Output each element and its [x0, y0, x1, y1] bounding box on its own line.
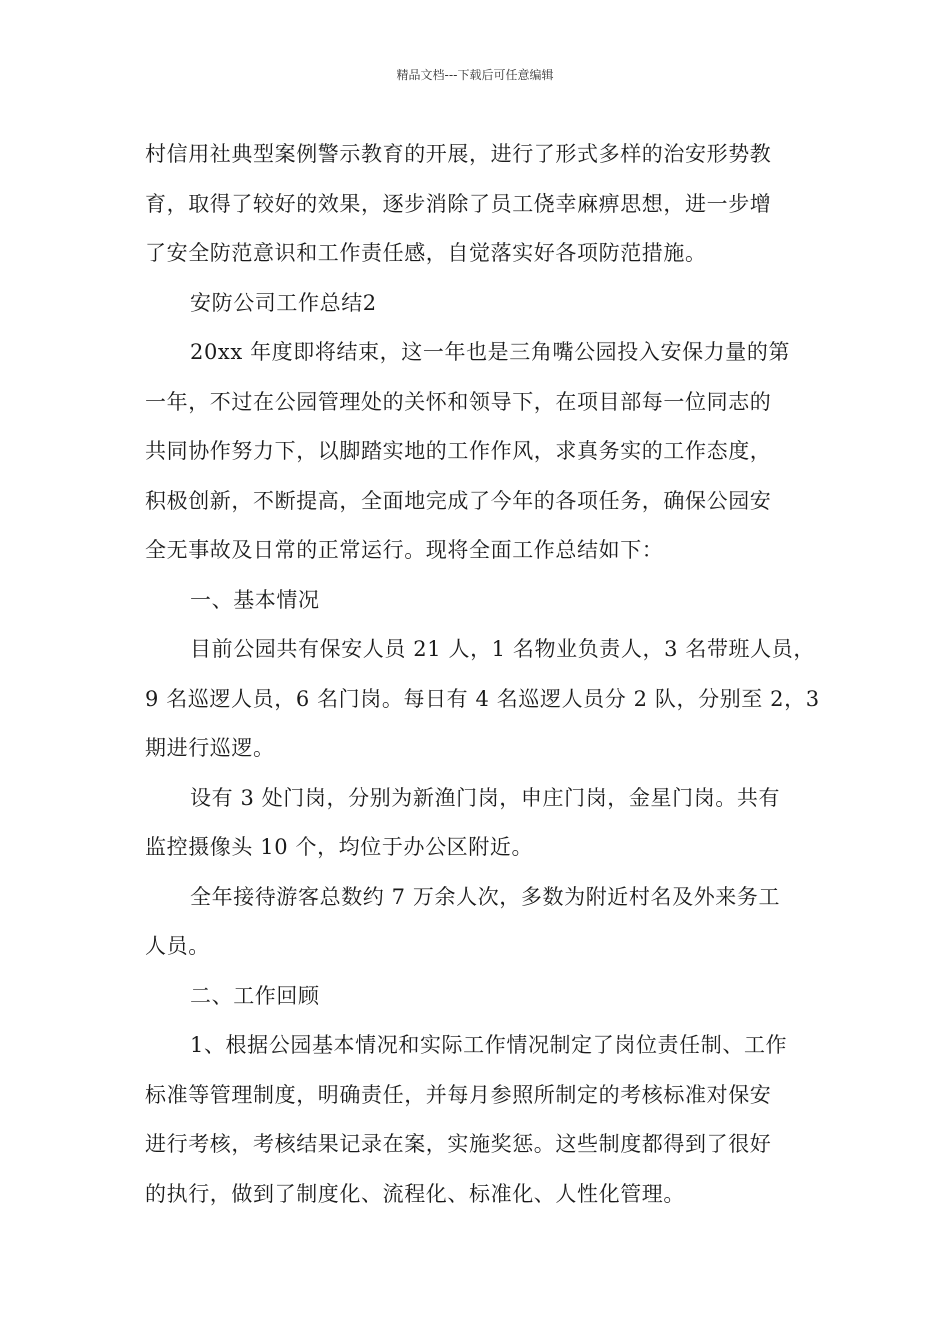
document-body	[145, 130, 820, 1219]
text-line: 人员。	[145, 934, 210, 958]
text-line: 全年接待游客总数约 7 万余人次，多数为附近村名及外来务工	[190, 884, 781, 909]
page-header: 精品文档---下载后可任意编辑	[396, 68, 554, 82]
section-title: 安防公司工作总结2	[190, 290, 377, 315]
text-line: 标准等管理制度，明确责任，并每月参照所制定的考核标准对保安	[145, 1082, 772, 1107]
text-line: 设有 3 处门岗，分别为新渔门岗，申庄门岗，金星门岗。共有	[190, 785, 781, 810]
text-line: 村信用社典型案例警示教育的开展，进行了形式多样的治安形势教	[145, 142, 772, 166]
text-line: 1、根据公园基本情况和实际工作情况制定了岗位责任制、工作	[190, 1033, 788, 1057]
text-line: 监控摄像头 10 个，均位于办公区附近。	[145, 835, 534, 859]
text-line: 的执行，做到了制度化、流程化、标准化、人性化管理。	[145, 1181, 685, 1206]
text-line: 期进行巡逻。	[145, 736, 275, 760]
text-line: 全无事故及日常的正常运行。现将全面工作总结如下：	[145, 538, 664, 562]
text-line: 20xx 年度即将结束，这一年也是三角嘴公园投入安保力量的第	[190, 340, 791, 364]
text-line: 进行考核，考核结果记录在案，实施奖惩。这些制度都得到了很好	[145, 1132, 772, 1156]
section-heading: 二、工作回顾	[190, 983, 320, 1008]
text-line: 育，取得了较好的效果，逐步消除了员工侥幸麻痹思想，进一步增	[145, 191, 772, 216]
text-line: 共同协作努力下，以脚踏实地的工作作风，求真务实的工作态度，	[145, 439, 772, 463]
section-heading: 一、基本情况	[190, 587, 320, 612]
text-line: 了安全防范意识和工作责任感，自觉落实好各项防范措施。	[145, 241, 707, 265]
text-line: 9 名巡逻人员，6 名门岗。每日有 4 名巡逻人员分 2 队，分别至 2，3	[145, 686, 820, 711]
text-line: 目前公园共有保安人员 21 人，1 名物业负责人，3 名带班人员，	[190, 637, 815, 661]
text-line: 积极创新，不断提高，全面地完成了今年的各项任务，确保公园安	[145, 488, 772, 513]
text-line: 一年，不过在公园管理处的关怀和领导下，在项目部每一位同志的	[145, 389, 772, 414]
